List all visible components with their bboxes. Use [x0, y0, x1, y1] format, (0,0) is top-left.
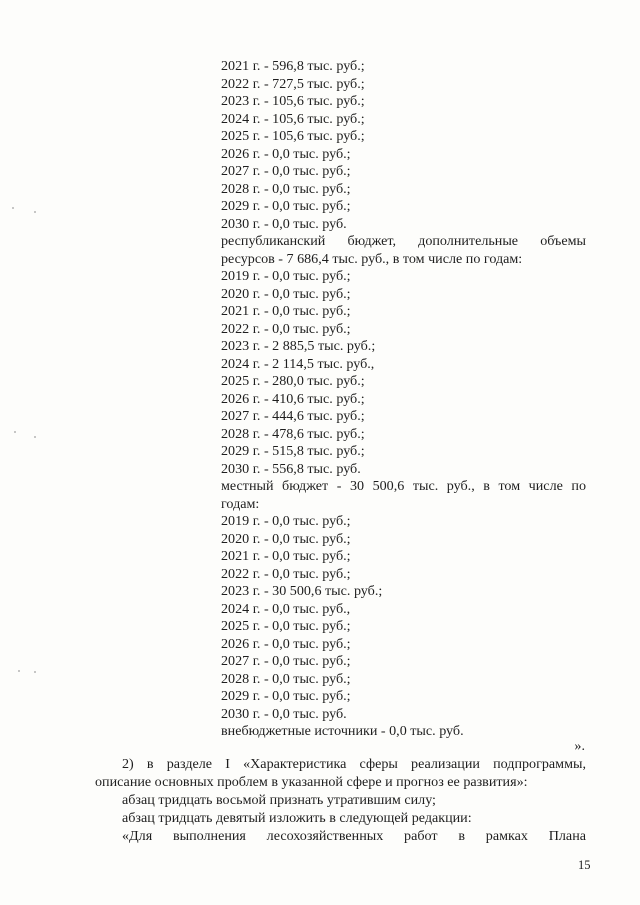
funding-line: 2022 г. - 0,0 тыс. руб.; [221, 320, 351, 337]
funding-line: 2026 г. - 410,6 тыс. руб.; [221, 390, 365, 407]
local-budget-heading-tail: годам: [221, 495, 260, 512]
funding-line: 2025 г. - 280,0 тыс. руб.; [221, 373, 365, 389]
scan-speck [18, 670, 20, 672]
funding-line: 2026 г. - 0,0 тыс. руб.; [221, 635, 351, 652]
scan-speck [34, 211, 36, 213]
paragraph-abzac-38: абзац тридцать восьмой признать утратившим силу; [122, 792, 436, 808]
funding-line: 2020 г. - 0,0 тыс. руб.; [221, 285, 351, 302]
funding-line: 2028 г. - 0,0 тыс. руб.; [221, 670, 351, 687]
funding-line: 2024 г. - 105,6 тыс. руб.; [221, 110, 365, 127]
republican-budget-heading: республиканский бюджет, дополнительные объемы [221, 233, 586, 249]
paragraph-line: 2) в разделе I «Характеристика сферы реализации подпрограммы, [122, 756, 586, 772]
funding-line: 2029 г. - 0,0 тыс. руб.; [221, 688, 351, 704]
funding-line: 2023 г. - 105,6 тыс. руб.; [221, 93, 365, 109]
paragraph-line: описание основных проблем в указанной сфере и прогноз ее развития»: [95, 773, 528, 790]
funding-line: 2019 г. - 0,0 тыс. руб.; [221, 268, 351, 284]
funding-line: 2025 г. - 105,6 тыс. руб.; [221, 128, 365, 144]
page-number: 15 [578, 858, 591, 872]
funding-line: 2019 г. - 0,0 тыс. руб.; [221, 513, 351, 529]
funding-line: 2027 г. - 0,0 тыс. руб.; [221, 653, 351, 669]
funding-line: 2028 г. - 478,6 тыс. руб.; [221, 425, 365, 442]
closing-quote: ». [574, 738, 585, 754]
funding-line: 2027 г. - 0,0 тыс. руб.; [221, 163, 351, 179]
funding-line: 2030 г. - 0,0 тыс. руб. [221, 215, 347, 232]
extrabudgetary-sources-line: внебюджетные источники - 0,0 тыс. руб. [221, 723, 464, 739]
funding-line: 2021 г. - 596,8 тыс. руб.; [221, 58, 365, 74]
local-budget-heading: местный бюджет - 30 500,6 тыс. руб., в том числе по [221, 478, 586, 494]
scan-speck [34, 436, 36, 438]
funding-line: 2022 г. - 727,5 тыс. руб.; [221, 75, 365, 92]
paragraph-section-one-amendment [95, 756, 586, 791]
republican-budget-total: ресурсов - 7 686,4 тыс. руб., в том числе по годам: [221, 250, 523, 267]
funding-line: 2022 г. - 0,0 тыс. руб.; [221, 565, 351, 582]
funding-line: 2030 г. - 556,8 тыс. руб. [221, 460, 361, 477]
scan-speck [14, 431, 16, 433]
funding-line: 2030 г. - 0,0 тыс. руб. [221, 705, 347, 722]
funding-line: 2024 г. - 2 114,5 тыс. руб., [221, 355, 375, 372]
funding-line: 2028 г. - 0,0 тыс. руб.; [221, 180, 351, 197]
funding-line: 2027 г. - 444,6 тыс. руб.; [221, 408, 365, 424]
funding-line: 2025 г. - 0,0 тыс. руб.; [221, 618, 351, 634]
scan-speck [34, 671, 36, 673]
funding-line: 2023 г. - 30 500,6 тыс. руб.; [221, 583, 383, 599]
funding-line: 2021 г. - 0,0 тыс. руб.; [221, 548, 351, 564]
scan-speck [12, 207, 14, 209]
funding-line: 2029 г. - 0,0 тыс. руб.; [221, 198, 351, 214]
funding-line: 2026 г. - 0,0 тыс. руб.; [221, 145, 351, 162]
funding-schedule-block [221, 58, 586, 741]
funding-line: 2023 г. - 2 885,5 тыс. руб.; [221, 338, 376, 354]
funding-line: 2021 г. - 0,0 тыс. руб.; [221, 303, 351, 319]
paragraph-abzac-39: абзац тридцать девятый изложить в следующей редакции: [122, 810, 472, 826]
paragraph-new-text-start: «Для выполнения лесохозяйственных работ в рамках Плана [122, 828, 586, 844]
funding-line: 2020 г. - 0,0 тыс. руб.; [221, 530, 351, 547]
funding-line: 2024 г. - 0,0 тыс. руб., [221, 600, 351, 617]
funding-line: 2029 г. - 515,8 тыс. руб.; [221, 443, 365, 459]
